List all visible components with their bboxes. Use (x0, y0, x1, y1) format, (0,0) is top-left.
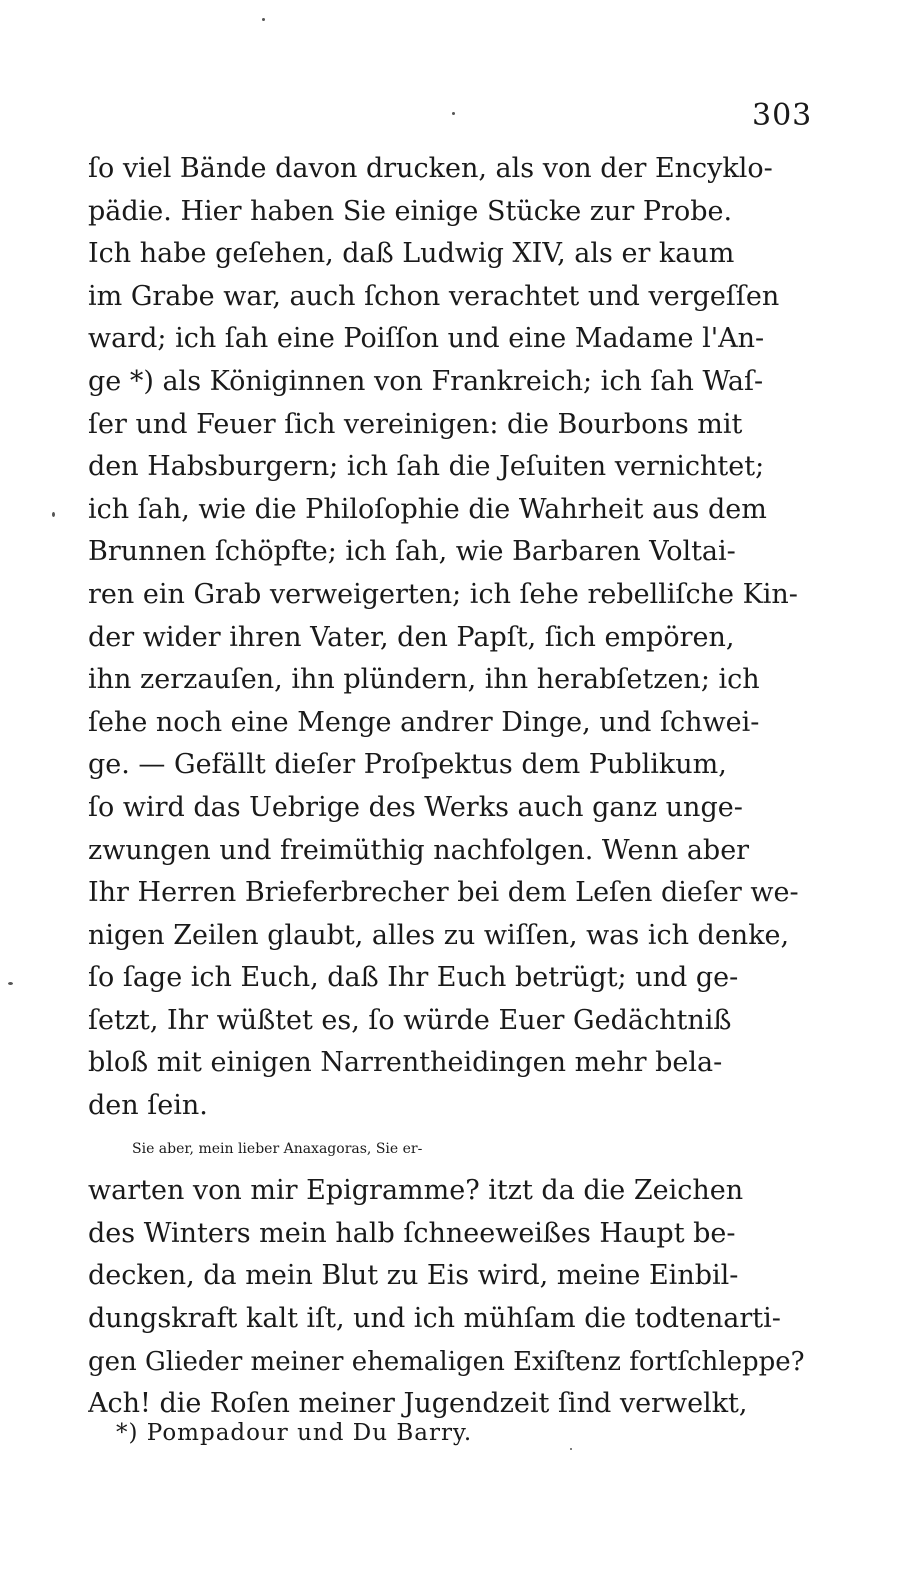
text-line: im Grabe war, auch ſchon verachtet und vergeſſen (88, 280, 780, 312)
text-line: den ſein. (88, 1090, 208, 1122)
text-line: ſo wird das Uebrige des Werks auch ganz unge- (88, 791, 743, 823)
paper-speck (452, 112, 455, 115)
text-line: des Winters mein halb ſchneeweißes Haupt be- (88, 1217, 736, 1249)
paper-speck (570, 1448, 572, 1450)
text-line: Ihr Herren Brieferbrecher bei dem Leſen dieſer we- (88, 877, 799, 909)
text-line: zwungen und freimüthig nachfolgen. Wenn aber (88, 834, 750, 866)
text-line: ward; ich ſah eine Poiſſon und eine Madame l'An- (88, 323, 765, 355)
text-line: ſer und Feuer ſich vereinigen: die Bourbons mit (88, 408, 743, 440)
text-line: ren ein Grab verweigerten; ich ſehe rebelliſche Kin- (88, 578, 798, 610)
text-line: ſetzt, Ihr wüßtet es, ſo würde Euer Gedächtniß (88, 1004, 732, 1036)
text-line: warten von mir Epigramme? itzt da die Zeichen (88, 1175, 744, 1207)
text-line: ſo ſage ich Euch, daß Ihr Euch betrügt; und ge- (88, 962, 739, 994)
text-line: gen Glieder meiner ehemaligen Exiſtenz fortſchleppe? (88, 1346, 805, 1377)
text-line: Ach! die Roſen meiner Jugendzeit ſind verwelkt, (88, 1388, 748, 1420)
paragraph-start-line: Sie aber, mein lieber Anaxagoras, Sie er- (132, 1140, 423, 1157)
text-line: ſehe noch eine Menge andrer Dinge, und ſchwei- (88, 706, 760, 738)
footnote: *) Pompadour und Du Barry. (116, 1420, 473, 1446)
text-line: den Habsburgern; ich ſah die Jeſuiten vernichtet; (88, 451, 765, 483)
paper-speck (262, 18, 265, 21)
text-line: pädie. Hier haben Sie einige Stücke zur Probe. (88, 195, 733, 227)
paper-speck (52, 512, 55, 517)
text-line: dungskraft kalt iſt, und ich mühſam die todtenarti- (88, 1303, 781, 1335)
text-line: ge *) als Königinnen von Frankreich; ich ſah Waſ- (88, 365, 764, 397)
text-line: der wider ihren Vater, den Papſt, ſich empören, (88, 621, 735, 653)
text-line: ge. — Gefällt dieſer Proſpektus dem Publikum, (88, 749, 727, 781)
text-line: bloß mit einigen Narrentheidingen mehr bela- (88, 1047, 723, 1079)
text-line: nigen Zeilen glaubt, alles zu wiſſen, was ich denke, (88, 919, 790, 951)
text-line: ihn zerzauſen, ihn plündern, ihn herabſetzen; ich (88, 664, 760, 696)
page-number: 303 (752, 98, 813, 133)
text-line: decken, da mein Blut zu Eis wird, meine Einbil- (88, 1260, 739, 1292)
text-line: Ich habe geſehen, daß Ludwig XIV, als er kaum (88, 238, 735, 270)
text-line: ſo viel Bände davon drucken, als von der Encyklo- (88, 153, 773, 184)
body-text (88, 148, 814, 1426)
text-line: ich ſah, wie die Philoſophie die Wahrheit aus dem (88, 493, 767, 525)
text-line: Brunnen ſchöpfte; ich ſah, wie Barbaren Voltai- (88, 536, 736, 568)
paper-speck (8, 982, 13, 985)
